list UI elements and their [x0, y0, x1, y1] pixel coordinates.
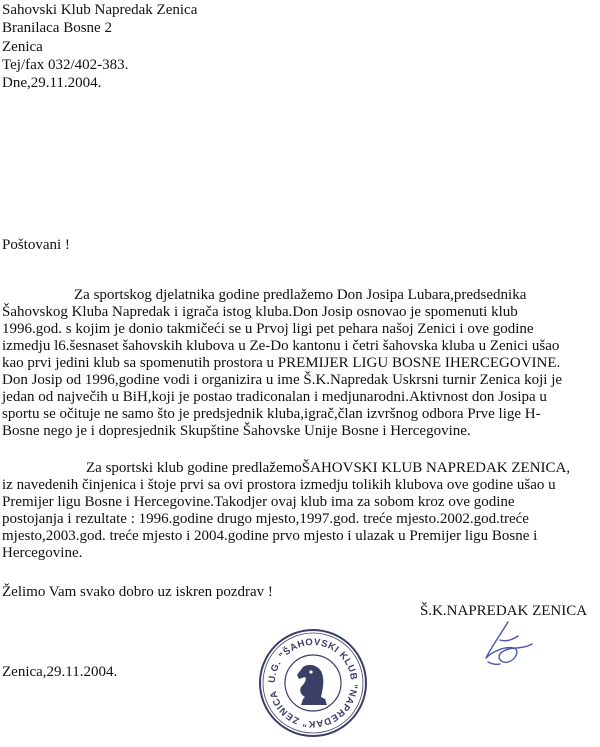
paragraph-line: iz navedenih činjenica i štoje prvi sa ovi prostora izmedju tolikih klubova ove godine ušao u [2, 477, 556, 493]
paragraph-line: kao prvi jedini klub sa spomenutih prostora u PREMIJER LIGU BOSNE IHERCEGOVINE. [2, 355, 561, 371]
letterhead-date: Dne,29.11.2004. [2, 75, 102, 91]
paragraph-line: sportu se očituje ne samo što je predsjednik kluba,igrač,član izvršnog odbora Prve lige H- [2, 406, 541, 422]
letterhead-city: Zenica [2, 39, 43, 55]
paragraph-club-of-year [2, 460, 570, 562]
signatory-name: Š.K.NAPREDAK ZENICA [420, 603, 588, 619]
paragraph-line: Bosne nego je i dopresjednik Skupštine Šahovske Unije Bosne i Hercegovine. [2, 423, 471, 439]
svg-text:U.G. "ŠAHOVSKI KLUB "NAPREDAK": U.G. "ŠAHOVSKI KLUB "NAPREDAK" ZENICA [266, 636, 360, 730]
paragraph-line: Don Josip od 1996,godine vodi i organizira u ime Š.K.Napredak Uskrsni turnir Zenica koji je [2, 372, 563, 388]
handwritten-signature [478, 618, 538, 670]
paragraph-line: izmedju l6.šesnaset šahovskih klubova u Ze-Do kantonu i četri šahovska kluba u Zenici ušao [2, 338, 560, 354]
paragraph-line: Hercegovine. [2, 545, 83, 561]
paragraph-sportsman-of-year [2, 287, 562, 440]
paragraph-line: mjesto,2003.god. treće mjesto i 2004.godine prvo mjesto i ulazak u Premijer ligu Bosne i [2, 528, 538, 544]
letterhead-street: Branilaca Bosne 2 [2, 20, 112, 36]
letterhead-club-name: Sahovski Klub Napredak Zenica [2, 2, 198, 18]
paragraph-line: 1996.god. s kojim je donio takmičeći se u Prvoj ligi pet pehara našoj Zenici i ove godine [2, 321, 534, 337]
closing-greeting: Želimo Vam svako dobro uz iskren pozdrav ! [2, 584, 273, 600]
paragraph-line: jedan od največih u BiH,koji je postao tradiconalan i medjunarodni.Aktivnost don Josipa u [2, 389, 547, 405]
club-stamp-seal [257, 627, 369, 739]
paragraph-line: Šahovskog Kluba Napredak i igrača istog kluba.Don Josip osnovao je spomenuti klub [2, 304, 518, 320]
paragraph-line: Za sportskog djelatnika godine predlažemo Don Josipa Lubara,predsednika [74, 287, 527, 303]
footer-place-date: Zenica,29.11.2004. [2, 664, 118, 680]
salutation: Poštovani ! [2, 237, 70, 253]
paragraph-line: postojanja i rezultate : 1996.godine drugo mjesto,1997.god. treće mjesto.2002.god.treće [2, 511, 529, 527]
paragraph-line: Premijer ligu Bosne i Hercegovine.Takodjer ovaj klub ima za sobom kroz ove godine [2, 494, 515, 510]
letterhead-phone-fax: Tej/fax 032/402-383. [2, 57, 129, 73]
paragraph-line: Za sportski klub godine predlažemoŠAHOVSKI KLUB NAPREDAK ZENICA, [86, 460, 571, 476]
